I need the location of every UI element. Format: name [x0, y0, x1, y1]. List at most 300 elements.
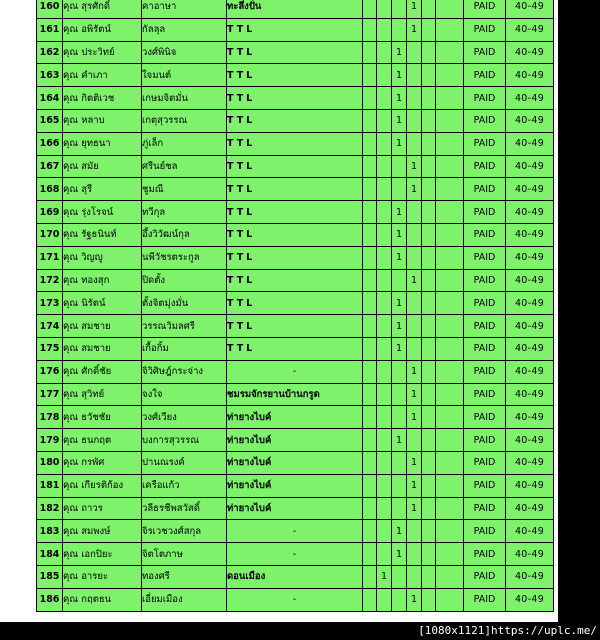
team-cell: TTL	[227, 87, 363, 110]
row-number: 169	[37, 201, 63, 224]
blank-cell	[436, 497, 464, 520]
row-number: 175	[37, 337, 63, 360]
last-name-cell: ปิดตั้ง	[142, 269, 227, 292]
flag-cell-1	[377, 520, 392, 543]
paid-status-cell: PAID	[464, 223, 506, 246]
flag-cell-2	[392, 497, 407, 520]
first-name-cell: คุณ หลาบ	[63, 109, 142, 132]
flag-cell-1	[377, 178, 392, 201]
flag-cell-3: 1	[407, 451, 422, 474]
flag-cell-4	[422, 178, 436, 201]
last-name-cell: เกษมจิตมั่น	[142, 87, 227, 110]
flag-cell-1	[377, 383, 392, 406]
table-row	[37, 474, 554, 497]
paid-status-cell: PAID	[464, 543, 506, 566]
flag-cell-3	[407, 223, 422, 246]
flag-cell-4	[422, 383, 436, 406]
blank-cell	[436, 18, 464, 41]
first-name-cell: คุณ กฤตธน	[63, 588, 142, 611]
paid-status-cell: PAID	[464, 64, 506, 87]
age-group-cell: 40-49	[506, 246, 554, 269]
flag-cell-1	[377, 543, 392, 566]
table-row	[37, 64, 554, 87]
age-group-cell: 40-49	[506, 292, 554, 315]
team-cell: TTL	[227, 41, 363, 64]
flag-cell-2: 1	[392, 87, 407, 110]
row-number: 164	[37, 87, 63, 110]
flag-cell-1	[377, 406, 392, 429]
age-group-cell: 40-49	[506, 474, 554, 497]
paid-status-cell: PAID	[464, 246, 506, 269]
flag-cell-3: 1	[407, 0, 422, 18]
blank-cell	[363, 588, 377, 611]
team-cell: ท่ายางไบค์	[227, 429, 363, 452]
blank-cell	[436, 474, 464, 497]
flag-cell-4	[422, 474, 436, 497]
paid-status-cell: PAID	[464, 451, 506, 474]
flag-cell-4	[422, 520, 436, 543]
row-number: 171	[37, 246, 63, 269]
flag-cell-1	[377, 588, 392, 611]
flag-cell-2: 1	[392, 109, 407, 132]
row-number: 185	[37, 565, 63, 588]
flag-cell-2	[392, 588, 407, 611]
flag-cell-3	[407, 246, 422, 269]
flag-cell-1: 1	[377, 565, 392, 588]
table-row	[37, 87, 554, 110]
blank-cell	[436, 155, 464, 178]
flag-cell-2	[392, 565, 407, 588]
paid-status-cell: PAID	[464, 429, 506, 452]
flag-cell-3: 1	[407, 155, 422, 178]
team-cell: ทะลึ่งปั่น	[227, 0, 363, 18]
flag-cell-2: 1	[392, 246, 407, 269]
blank-cell	[436, 269, 464, 292]
flag-cell-1	[377, 41, 392, 64]
last-name-cell: ใจมนต์	[142, 64, 227, 87]
blank-cell	[436, 429, 464, 452]
flag-cell-4	[422, 64, 436, 87]
flag-cell-3	[407, 132, 422, 155]
row-number: 186	[37, 588, 63, 611]
flag-cell-1	[377, 360, 392, 383]
flag-cell-3	[407, 64, 422, 87]
team-cell: TTL	[227, 18, 363, 41]
table-row	[37, 155, 554, 178]
paid-status-cell: PAID	[464, 383, 506, 406]
blank-cell	[436, 201, 464, 224]
blank-cell	[363, 18, 377, 41]
blank-cell	[436, 451, 464, 474]
age-group-cell: 40-49	[506, 520, 554, 543]
age-group-cell: 40-49	[506, 87, 554, 110]
flag-cell-4	[422, 292, 436, 315]
blank-cell	[363, 451, 377, 474]
flag-cell-4	[422, 543, 436, 566]
last-name-cell: จิรเวชวงศ์สกุล	[142, 520, 227, 543]
flag-cell-2	[392, 178, 407, 201]
flag-cell-4	[422, 406, 436, 429]
flag-cell-4	[422, 132, 436, 155]
team-cell: TTL	[227, 178, 363, 201]
first-name-cell: คุณ รัฐธนินท์	[63, 223, 142, 246]
flag-cell-1	[377, 497, 392, 520]
last-name-cell: กัลลุล	[142, 18, 227, 41]
first-name-cell: คุณ เกียรติก้อง	[63, 474, 142, 497]
flag-cell-1	[377, 109, 392, 132]
blank-cell	[436, 315, 464, 338]
flag-cell-1	[377, 337, 392, 360]
flag-cell-4	[422, 201, 436, 224]
first-name-cell: คุณ วิญญู	[63, 246, 142, 269]
flag-cell-3	[407, 520, 422, 543]
blank-cell	[363, 429, 377, 452]
flag-cell-2	[392, 383, 407, 406]
first-name-cell: คุณ ธนกฤต	[63, 429, 142, 452]
row-number: 174	[37, 315, 63, 338]
row-number: 166	[37, 132, 63, 155]
team-cell: ชมรมจักรยานบ้านกรูด	[227, 383, 363, 406]
paid-status-cell: PAID	[464, 474, 506, 497]
table-row	[37, 18, 554, 41]
last-name-cell: จงใจ	[142, 383, 227, 406]
age-group-cell: 40-49	[506, 497, 554, 520]
row-number: 182	[37, 497, 63, 520]
flag-cell-3	[407, 543, 422, 566]
flag-cell-2	[392, 360, 407, 383]
flag-cell-3: 1	[407, 588, 422, 611]
row-number: 181	[37, 474, 63, 497]
team-cell: TTL	[227, 223, 363, 246]
flag-cell-4	[422, 497, 436, 520]
blank-cell	[363, 87, 377, 110]
blank-cell	[363, 201, 377, 224]
last-name-cell: ตั้งจิตมุ่งมั่น	[142, 292, 227, 315]
blank-cell	[363, 109, 377, 132]
flag-cell-2: 1	[392, 337, 407, 360]
flag-cell-1	[377, 451, 392, 474]
blank-cell	[436, 41, 464, 64]
first-name-cell: คุณ สุรศักดิ์	[63, 0, 142, 18]
paid-status-cell: PAID	[464, 588, 506, 611]
flag-cell-4	[422, 565, 436, 588]
last-name-cell: ทองศรี	[142, 565, 227, 588]
table-row	[37, 201, 554, 224]
row-number: 162	[37, 41, 63, 64]
flag-cell-4	[422, 451, 436, 474]
table-row	[37, 223, 554, 246]
flag-cell-2	[392, 451, 407, 474]
age-group-cell: 40-49	[506, 565, 554, 588]
first-name-cell: คุณ นิรัตน์	[63, 292, 142, 315]
flag-cell-3: 1	[407, 406, 422, 429]
flag-cell-3: 1	[407, 360, 422, 383]
blank-cell	[363, 497, 377, 520]
table-row	[37, 337, 554, 360]
table-row	[37, 132, 554, 155]
blank-cell	[436, 109, 464, 132]
paid-status-cell: PAID	[464, 520, 506, 543]
row-number: 179	[37, 429, 63, 452]
age-group-cell: 40-49	[506, 18, 554, 41]
blank-cell	[436, 520, 464, 543]
table-row	[37, 109, 554, 132]
blank-cell	[436, 178, 464, 201]
flag-cell-3	[407, 337, 422, 360]
age-group-cell: 40-49	[506, 543, 554, 566]
watermark: [1080x1121]https://uplc.me/	[415, 622, 600, 640]
age-group-cell: 40-49	[506, 315, 554, 338]
blank-cell	[436, 565, 464, 588]
last-name-cell: ทวีกุล	[142, 201, 227, 224]
flag-cell-3: 1	[407, 497, 422, 520]
team-cell: -	[227, 360, 363, 383]
flag-cell-3	[407, 109, 422, 132]
blank-cell	[363, 543, 377, 566]
paid-status-cell: PAID	[464, 155, 506, 178]
table-row	[37, 315, 554, 338]
first-name-cell: คุณ สมัย	[63, 155, 142, 178]
participant-table	[36, 0, 554, 612]
flag-cell-1	[377, 201, 392, 224]
flag-cell-1	[377, 132, 392, 155]
age-group-cell: 40-49	[506, 383, 554, 406]
last-name-cell: เครือแก้ว	[142, 474, 227, 497]
age-group-cell: 40-49	[506, 109, 554, 132]
age-group-cell: 40-49	[506, 223, 554, 246]
team-cell: TTL	[227, 201, 363, 224]
table-row	[37, 41, 554, 64]
last-name-cell: วงศ์เวียง	[142, 406, 227, 429]
blank-cell	[363, 155, 377, 178]
flag-cell-1	[377, 87, 392, 110]
age-group-cell: 40-49	[506, 451, 554, 474]
flag-cell-2	[392, 0, 407, 18]
row-number: 168	[37, 178, 63, 201]
row-number: 165	[37, 109, 63, 132]
last-name-cell: จิตโตภาษ	[142, 543, 227, 566]
blank-cell	[363, 64, 377, 87]
table-row	[37, 0, 554, 18]
blank-cell	[363, 565, 377, 588]
blank-cell	[436, 292, 464, 315]
age-group-cell: 40-49	[506, 429, 554, 452]
age-group-cell: 40-49	[506, 588, 554, 611]
flag-cell-3	[407, 201, 422, 224]
row-number: 184	[37, 543, 63, 566]
last-name-cell: อึ้งวิวัฒน์กุล	[142, 223, 227, 246]
last-name-cell: เกื้อกิ้ม	[142, 337, 227, 360]
team-cell: TTL	[227, 132, 363, 155]
flag-cell-4	[422, 337, 436, 360]
team-cell: TTL	[227, 246, 363, 269]
last-name-cell: ภู่เล็ก	[142, 132, 227, 155]
flag-cell-3	[407, 292, 422, 315]
blank-cell	[436, 406, 464, 429]
age-group-cell: 40-49	[506, 406, 554, 429]
row-number: 172	[37, 269, 63, 292]
flag-cell-1	[377, 0, 392, 18]
age-group-cell: 40-49	[506, 201, 554, 224]
blank-cell	[436, 543, 464, 566]
first-name-cell: คุณ สุวิทย์	[63, 383, 142, 406]
blank-cell	[363, 132, 377, 155]
team-cell: -	[227, 543, 363, 566]
blank-cell	[363, 520, 377, 543]
flag-cell-3: 1	[407, 474, 422, 497]
flag-cell-2: 1	[392, 223, 407, 246]
paid-status-cell: PAID	[464, 360, 506, 383]
first-name-cell: คุณ สมชาย	[63, 315, 142, 338]
flag-cell-1	[377, 315, 392, 338]
table-row	[37, 429, 554, 452]
blank-cell	[436, 0, 464, 18]
flag-cell-4	[422, 0, 436, 18]
flag-cell-3	[407, 315, 422, 338]
paid-status-cell: PAID	[464, 201, 506, 224]
row-number: 167	[37, 155, 63, 178]
last-name-cell: วรรณวิมลศรี	[142, 315, 227, 338]
flag-cell-2: 1	[392, 132, 407, 155]
flag-cell-2: 1	[392, 543, 407, 566]
flag-cell-4	[422, 87, 436, 110]
team-cell: ดอนเมือง	[227, 565, 363, 588]
first-name-cell: คุณ สุรี	[63, 178, 142, 201]
blank-cell	[363, 292, 377, 315]
first-name-cell: คุณ กรพัศ	[63, 451, 142, 474]
table-row	[37, 406, 554, 429]
first-name-cell: คุณ ศักดิ์ชัย	[63, 360, 142, 383]
team-cell: TTL	[227, 64, 363, 87]
blank-cell	[436, 223, 464, 246]
table-row	[37, 269, 554, 292]
flag-cell-1	[377, 269, 392, 292]
flag-cell-1	[377, 246, 392, 269]
age-group-cell: 40-49	[506, 64, 554, 87]
flag-cell-4	[422, 18, 436, 41]
last-name-cell: ชูมณี	[142, 178, 227, 201]
first-name-cell: คุณ สมชาย	[63, 337, 142, 360]
team-cell: TTL	[227, 315, 363, 338]
flag-cell-2: 1	[392, 292, 407, 315]
last-name-cell: นพีวัชรตระกูล	[142, 246, 227, 269]
table-row	[37, 451, 554, 474]
row-number: 170	[37, 223, 63, 246]
flag-cell-2	[392, 155, 407, 178]
flag-cell-3	[407, 565, 422, 588]
blank-cell	[363, 269, 377, 292]
paid-status-cell: PAID	[464, 269, 506, 292]
blank-cell	[363, 406, 377, 429]
flag-cell-1	[377, 292, 392, 315]
age-group-cell: 40-49	[506, 269, 554, 292]
table-row	[37, 565, 554, 588]
row-number: 176	[37, 360, 63, 383]
first-name-cell: คุณ ถาวร	[63, 497, 142, 520]
age-group-cell: 40-49	[506, 178, 554, 201]
blank-cell	[436, 132, 464, 155]
first-name-cell: คุณ ทองสุก	[63, 269, 142, 292]
row-number: 173	[37, 292, 63, 315]
flag-cell-1	[377, 155, 392, 178]
blank-cell	[363, 315, 377, 338]
age-group-cell: 40-49	[506, 132, 554, 155]
table-row	[37, 292, 554, 315]
first-name-cell: คุณ คำเภา	[63, 64, 142, 87]
flag-cell-2	[392, 474, 407, 497]
flag-cell-3: 1	[407, 383, 422, 406]
blank-cell	[363, 0, 377, 18]
first-name-cell: คุณ สมพงษ์	[63, 520, 142, 543]
row-number: 161	[37, 18, 63, 41]
team-cell: TTL	[227, 269, 363, 292]
team-cell: TTL	[227, 292, 363, 315]
blank-cell	[363, 474, 377, 497]
age-group-cell: 40-49	[506, 0, 554, 18]
flag-cell-1	[377, 64, 392, 87]
table-row	[37, 178, 554, 201]
table-row	[37, 383, 554, 406]
first-name-cell: คุณ กิตติเวช	[63, 87, 142, 110]
flag-cell-4	[422, 155, 436, 178]
blank-cell	[436, 360, 464, 383]
first-name-cell: คุณ ประวิทย์	[63, 41, 142, 64]
last-name-cell: เอี่ยมเมือง	[142, 588, 227, 611]
blank-cell	[363, 360, 377, 383]
first-name-cell: คุณ อารยะ	[63, 565, 142, 588]
first-name-cell: คุณ ยุทธนา	[63, 132, 142, 155]
paid-status-cell: PAID	[464, 41, 506, 64]
row-number: 180	[37, 451, 63, 474]
flag-cell-1	[377, 429, 392, 452]
paid-status-cell: PAID	[464, 109, 506, 132]
paid-status-cell: PAID	[464, 178, 506, 201]
team-cell: -	[227, 520, 363, 543]
last-name-cell: คาอาษา	[142, 0, 227, 18]
paid-status-cell: PAID	[464, 18, 506, 41]
last-name-cell: วงศ์พินิจ	[142, 41, 227, 64]
last-name-cell: ปานณรงค์	[142, 451, 227, 474]
first-name-cell: คุณ ธวัชชัย	[63, 406, 142, 429]
flag-cell-2: 1	[392, 201, 407, 224]
flag-cell-4	[422, 246, 436, 269]
blank-cell	[363, 41, 377, 64]
flag-cell-2: 1	[392, 520, 407, 543]
blank-cell	[363, 178, 377, 201]
blank-cell	[436, 383, 464, 406]
age-group-cell: 40-49	[506, 360, 554, 383]
flag-cell-2	[392, 269, 407, 292]
table-row	[37, 360, 554, 383]
age-group-cell: 40-49	[506, 337, 554, 360]
team-cell: ท่ายางไบค์	[227, 474, 363, 497]
age-group-cell: 40-49	[506, 155, 554, 178]
last-name-cell: จิวิศิษฎ์กระจ่าง	[142, 360, 227, 383]
flag-cell-1	[377, 18, 392, 41]
blank-cell	[436, 246, 464, 269]
table-row	[37, 588, 554, 611]
flag-cell-2	[392, 406, 407, 429]
paid-status-cell: PAID	[464, 337, 506, 360]
flag-cell-2: 1	[392, 315, 407, 338]
blank-cell	[363, 383, 377, 406]
blank-cell	[436, 588, 464, 611]
row-number: 163	[37, 64, 63, 87]
paid-status-cell: PAID	[464, 292, 506, 315]
row-number: 160	[37, 0, 63, 18]
table-row	[37, 497, 554, 520]
flag-cell-4	[422, 109, 436, 132]
